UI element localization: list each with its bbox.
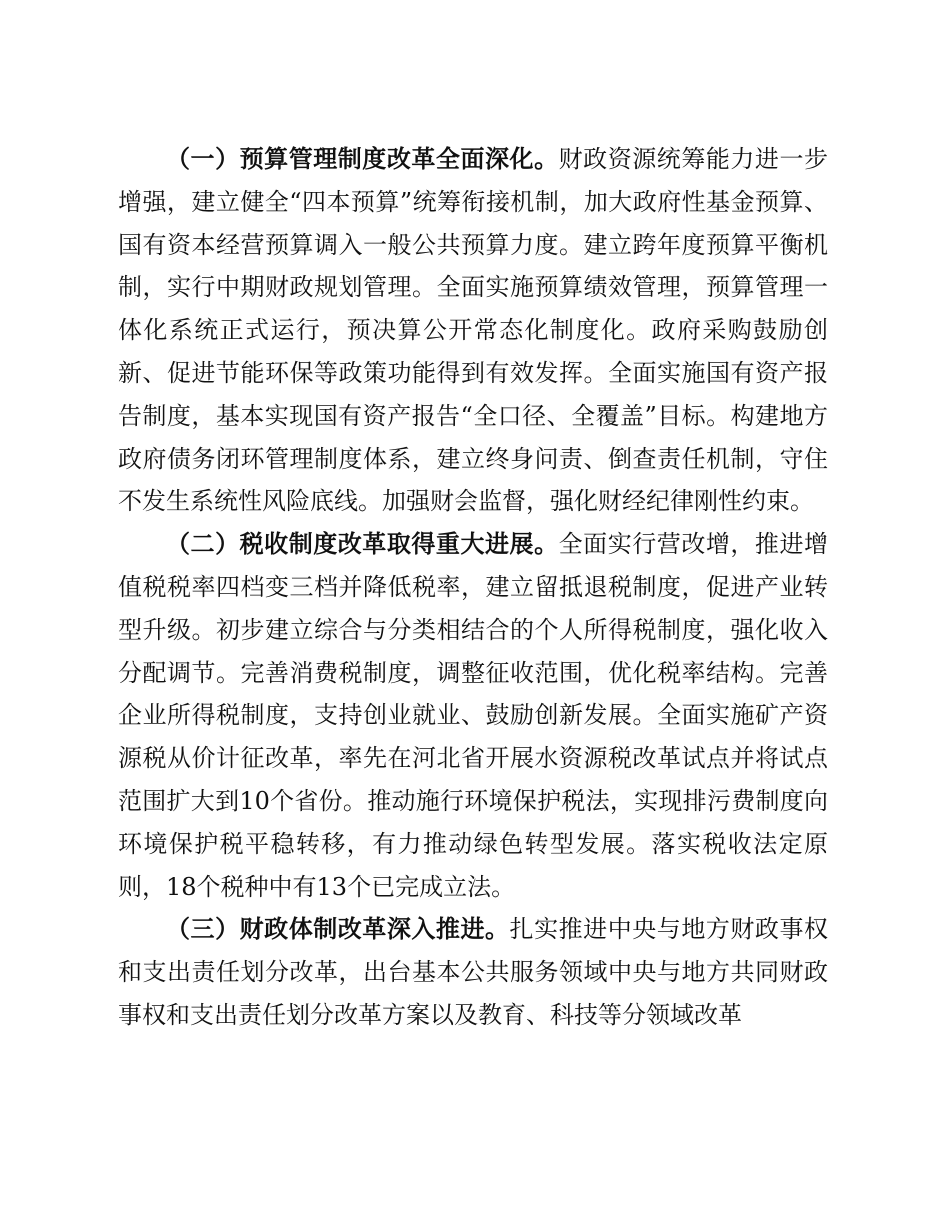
paragraph-heading: （二）税收制度改革取得重大进展。 — [166, 530, 559, 559]
paragraph-heading: （三）财政体制改革深入推进。 — [166, 915, 510, 944]
paragraph-text: 财政资源统筹能力进一步增强，建立健全“四本预算”统筹衔接机制，加大政府性基金预算、国有资本经营预算调入一般公共预算力度。建立跨年度预算平衡机制，实行中期财政规划管理。全面实施预算绩效管理，预算管理一体化系统正式运行，预决算公开常态化制度化。政府采购鼓励创新、促进节能环保等政策功能得到有效发挥。全面实施国有资产报告制度，基本实现国有资产报告“全口径、全覆盖”目标。构建地方政府债务闭环管理制度体系，建立终身问责、倒查责任机制，守住不发生系统性风险底线。加强财会监督，强化财经纪律刚性约束。 — [118, 145, 829, 516]
paragraph-tax-reform — [118, 523, 828, 908]
paragraph-heading: （一）预算管理制度改革全面深化。 — [166, 145, 559, 173]
paragraph-text: 扎实推进中央与地方财政事权和支出责任划分改革，出台基本公共服务领域中央与地方共同财政事权和支出责任划分改革方案以及教育、科技等分领域改革 — [118, 915, 829, 1029]
paragraph-text: 全面实行营改增，推进增值税税率四档变三档并降低税率，建立留抵退税制度，促进产业转型升级。初步建立综合与分类相结合的个人所得税制度，强化收入分配调节。完善消费税制度，调整征收范围，优化税率结构。完善企业所得税制度，支持创业就业、鼓励创新发展。全面实施矿产资源税从价计征改革，率先在河北省开展水资源税改革试点并将试点范围扩大到10个省份。推动施行环境保护税法，实现排污费制度向环境保护税平稳转移，有力推动绿色转型发展。落实税收法定原则，18个税种中有13个已完成立法。 — [118, 530, 829, 901]
paragraph-budget-reform — [118, 138, 828, 523]
paragraph-fiscal-system-reform — [118, 908, 828, 1036]
document-body — [118, 138, 828, 1037]
